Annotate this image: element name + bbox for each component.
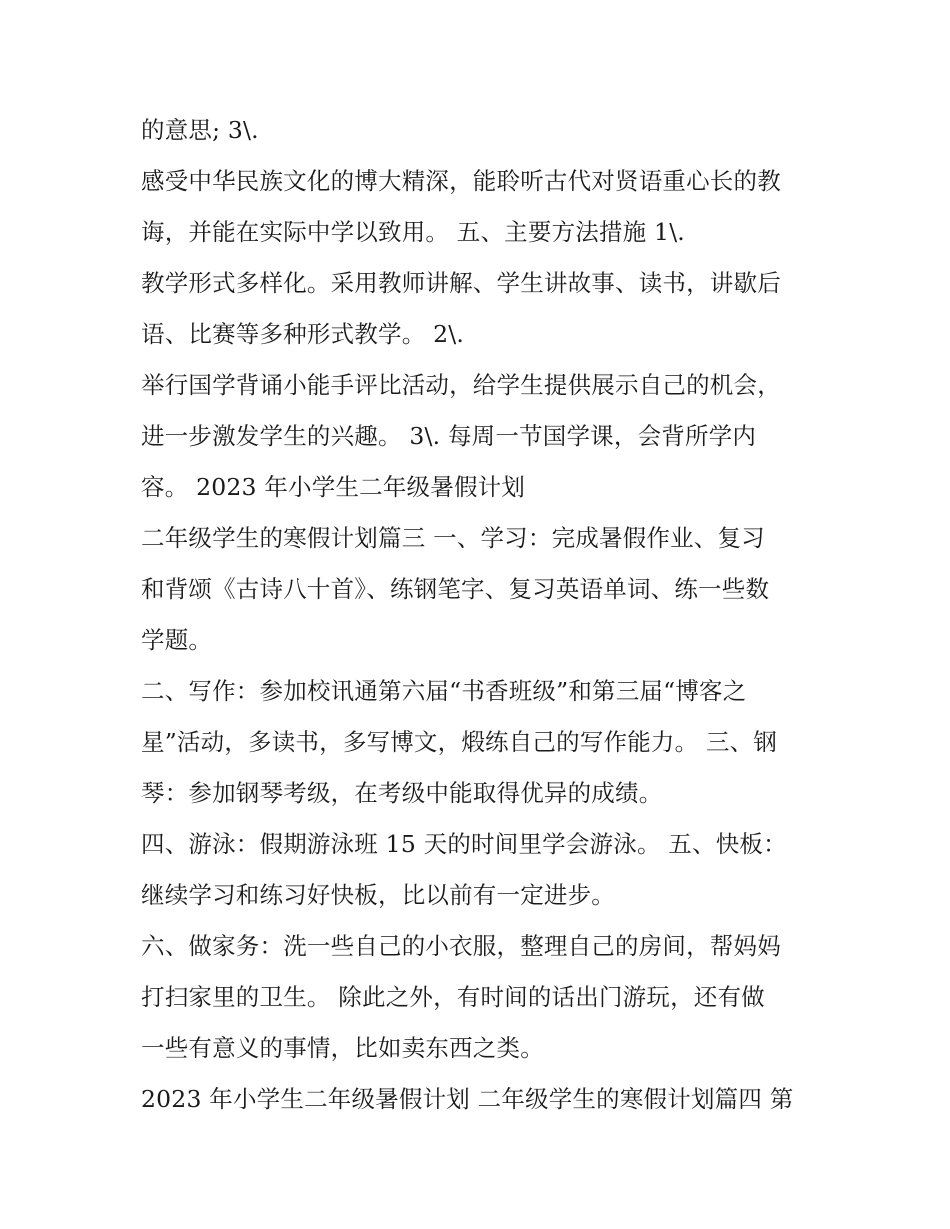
- text-line-11: 学题。: [141, 626, 213, 654]
- text-line-20: 2023 年小学生二年级暑假计划 二年级学生的寒假计划篇四 第: [141, 1085, 794, 1113]
- text-line-13: 星”活动，多读书，多写博文，煅练自己的写作能力。 三、钢: [141, 728, 778, 756]
- text-line-7: 进一步激发学生的兴趣。 3\. 每周一节国学课，会背所学内: [141, 422, 757, 450]
- text-line-16: 继续学习和练习好快板，比以前有一定进步。: [141, 881, 615, 909]
- text-line-12: 二、写作：参加校讯通第六届“书香班级”和第三届“博客之: [141, 677, 747, 705]
- text-line-1: 的意思; 3\.: [141, 116, 259, 144]
- text-line-17: 六、做家务：洗一些自己的小衣服，整理自己的房间，帮妈妈: [141, 932, 781, 960]
- text-line-15: 四、游泳：假期游泳班 15 天的时间里学会游泳。 五、快板：: [141, 830, 787, 858]
- text-line-10: 和背颂《古诗八十首》、练钢笔字、复习英语单词、练一些数: [141, 575, 770, 603]
- text-line-2: 感受中华民族文化的博大精深，能聆听古代对贤语重心长的教: [141, 167, 781, 195]
- text-line-9: 二年级学生的寒假计划篇三 一、学习：完成暑假作业、复习: [141, 524, 765, 552]
- document-body: [141, 110, 831, 1130]
- text-line-18: 打扫家里的卫生。 除此之外，有时间的话出门游玩，还有做: [141, 983, 765, 1011]
- text-line-5: 语、比赛等多种形式教学。 2\.: [141, 320, 465, 348]
- text-line-4: 教学形式多样化。采用教师讲解、学生讲故事、读书，讲歇后: [141, 269, 781, 297]
- text-line-8: 容。 2023 年小学生二年级暑假计划: [141, 473, 526, 501]
- text-line-14: 琴：参加钢琴考级，在考级中能取得优异的成绩。: [141, 779, 663, 807]
- text-line-19: 一些有意义的事情，比如卖东西之类。: [141, 1034, 544, 1062]
- text-line-3: 诲，并能在实际中学以致用。 五、主要方法措施 1\.: [141, 218, 685, 246]
- text-line-6: 举行国学背诵小能手评比活动，给学生提供展示自己的机会，: [141, 371, 781, 399]
